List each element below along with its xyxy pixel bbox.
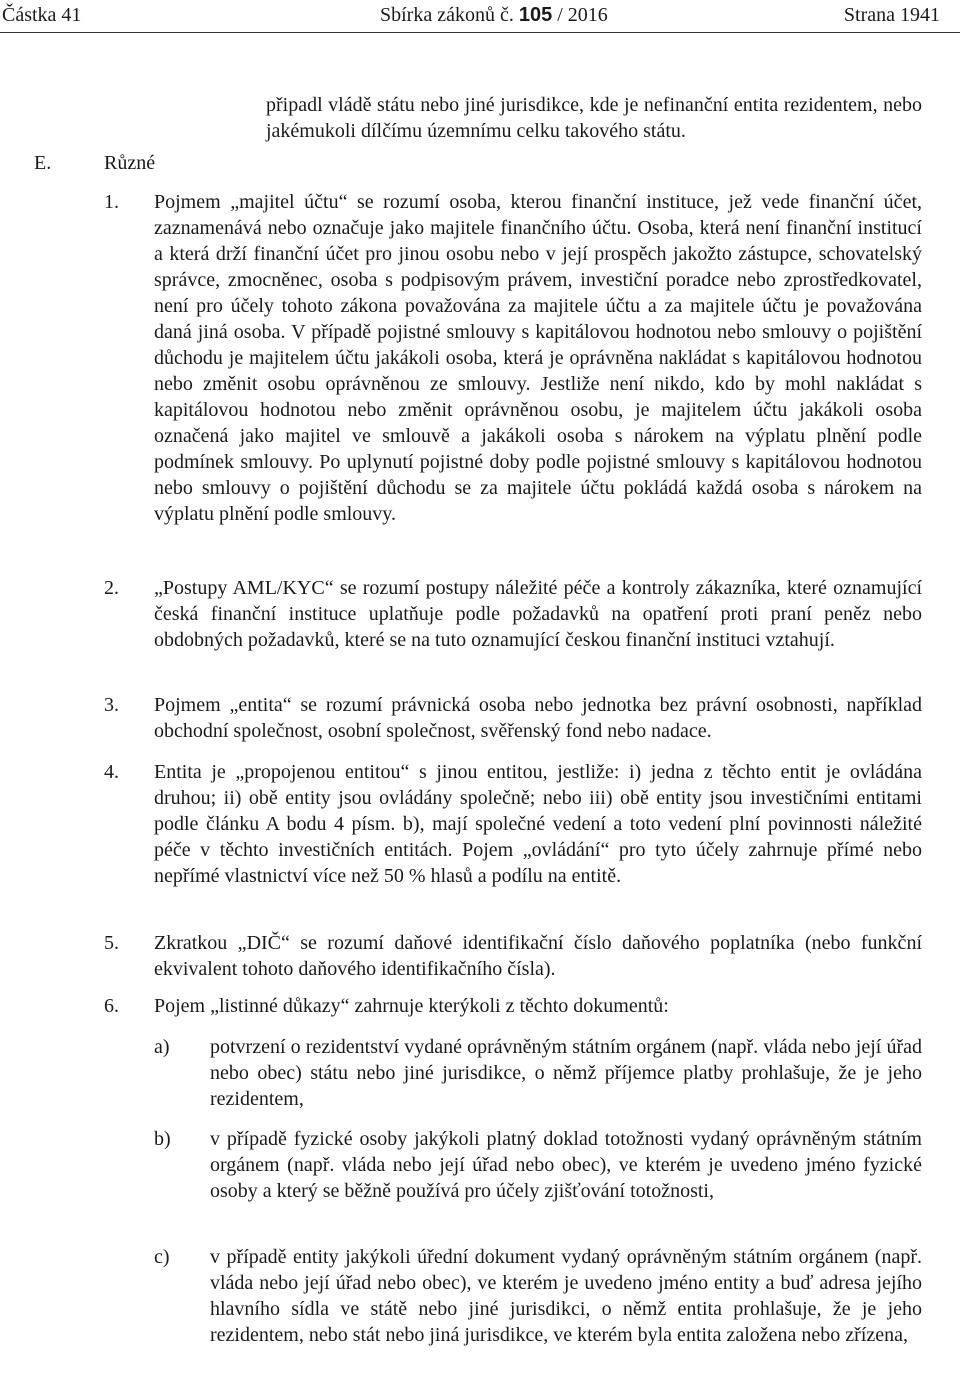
page-number: Strana 1941 [843,4,940,26]
collection-number: 105 [518,4,553,26]
item-number: 2. [104,577,119,599]
item-number: 3. [104,694,119,716]
item-number: 1. [104,191,119,213]
definition-paragraph: Pojmem „entita“ se rozumí právnická osoba nebo jednotka bez právní osobnosti, například obchodní společnost, osobní společnost, svěřenský fond nebo nadace. [154,694,922,742]
definition-paragraph: Pojem „listinné důkazy“ zahrnuje kterýkoli z těchto dokumentů: [154,995,669,1017]
definition-paragraph: Entita je „propojenou entitou“ s jinou entitou, jestliže: i) jedna z těchto entit je ovládána druhou; ii) obě entity jsou ovládány společně; nebo iii) obě entity jsou investičními entitami podle článku A bodu 4 písm. b), mají společné vedení a toto vedení plní povinnosti náležité péče v těchto investičních entitách. Pojem „ovládání“ pro tyto účely zahrnuje přímé nebo nepřímé vlastnictví více než 50 % hlasů a podílu na entitě. [154,761,922,887]
section-title: Různé [104,152,156,174]
part-number: Částka 41 [2,4,82,26]
section-letter: E. [34,152,52,174]
collection-year: / 2016 [557,4,608,26]
collection-prefix: Sbírka zákonů č. [380,4,514,26]
item-number: 6. [104,995,119,1017]
collection-title [380,0,608,30]
page-header [0,0,960,33]
subitem-letter: c) [154,1246,170,1268]
item-number: 5. [104,932,119,954]
definition-paragraph: Pojmem „majitel účtu“ se rozumí osoba, kterou finanční instituce, jež vede finanční účet, zaznamenává nebo označuje jako majitele finančního účtu. Osoba, která není finanční institucí a která drží finanční účet pro jinou osobu nebo v její prospěch jakožto zástupce, schovatelský správce, zmocněnec, osoba s podpisovým právem, investiční poradce nebo zprostředkovatel, není pro účely tohoto zákona považována za majitele účtu a za majitele účtu je považována daná jiná osoba. V případě pojistné smlouvy s kapitálovou hodnotou nebo smlouvy o pojištění důchodu je majitelem účtu jakákoli osoba, která je oprávněna nakládat s kapitálovou hodnotou nebo změnit osobu oprávněnou ze smlouvy. Jestliže není nikdo, kdo by mohl nakládat s kapitálovou hodnotou nebo změnit oprávněnou osobu, je majitelem účtu jakákoli osoba označená jako majitel ve smlouvě a jakákoli osoba s nárokem na výplatu plnění podle podmínek smlouvy. Po uplynutí pojistné doby podle pojistné smlouvy s kapitálovou hodnotou nebo smlouvy o pojištění důchodu se za majitele účtu pokládá každá osoba s nárokem na výplatu plnění podle smlouvy. [154,191,922,525]
continuation-paragraph: připadl vládě státu nebo jiné jurisdikce, kde je nefinanční entita rezidentem, nebo jakémukoli dílčímu územnímu celku takového státu. [266,94,922,142]
definition-paragraph: Zkratkou „DIČ“ se rozumí daňové identifikační číslo daňového poplatníka (nebo funkční ekvivalent tohoto daňového identifikačního čísla). [154,932,922,980]
item-number: 4. [104,761,119,783]
subitem-letter: a) [154,1036,170,1058]
subitem-paragraph: v případě fyzické osoby jakýkoli platný doklad totožnosti vydaný oprávněným státním orgánem (např. vláda nebo její úřad nebo obec), ve kterém je uvedeno jméno fyzické osoby a který se běžně používá pro účely zjišťování totožnosti, [210,1128,922,1202]
subitem-letter: b) [154,1128,171,1150]
definition-paragraph: „Postupy AML/KYC“ se rozumí postupy náležité péče a kontroly zákazníka, které oznamující česká finanční instituce uplatňuje podle požadavků na opatření proti praní peněz nebo obdobných požadavků, které se na tuto oznamující českou finanční instituci vztahují. [154,577,922,651]
subitem-paragraph: v případě entity jakýkoli úřední dokument vydaný oprávněným státním orgánem (např. vláda nebo její úřad nebo obec), ve kterém je uvedeno jméno entity a buď adresa jejího hlavního sídla ve státě nebo jiné jurisdikci, o němž entita prohlašuje, že je jeho rezidentem, nebo stát nebo jiná jurisdikce, ve kterém byla entita založena nebo zřízena, [210,1246,922,1346]
subitem-paragraph: potvrzení o rezidentství vydané oprávněným státním orgánem (např. vláda nebo její úřad nebo obec) státu nebo jiné jurisdikce, o němž příjemce platby prohlašuje, že je jeho rezidentem, [210,1036,922,1110]
